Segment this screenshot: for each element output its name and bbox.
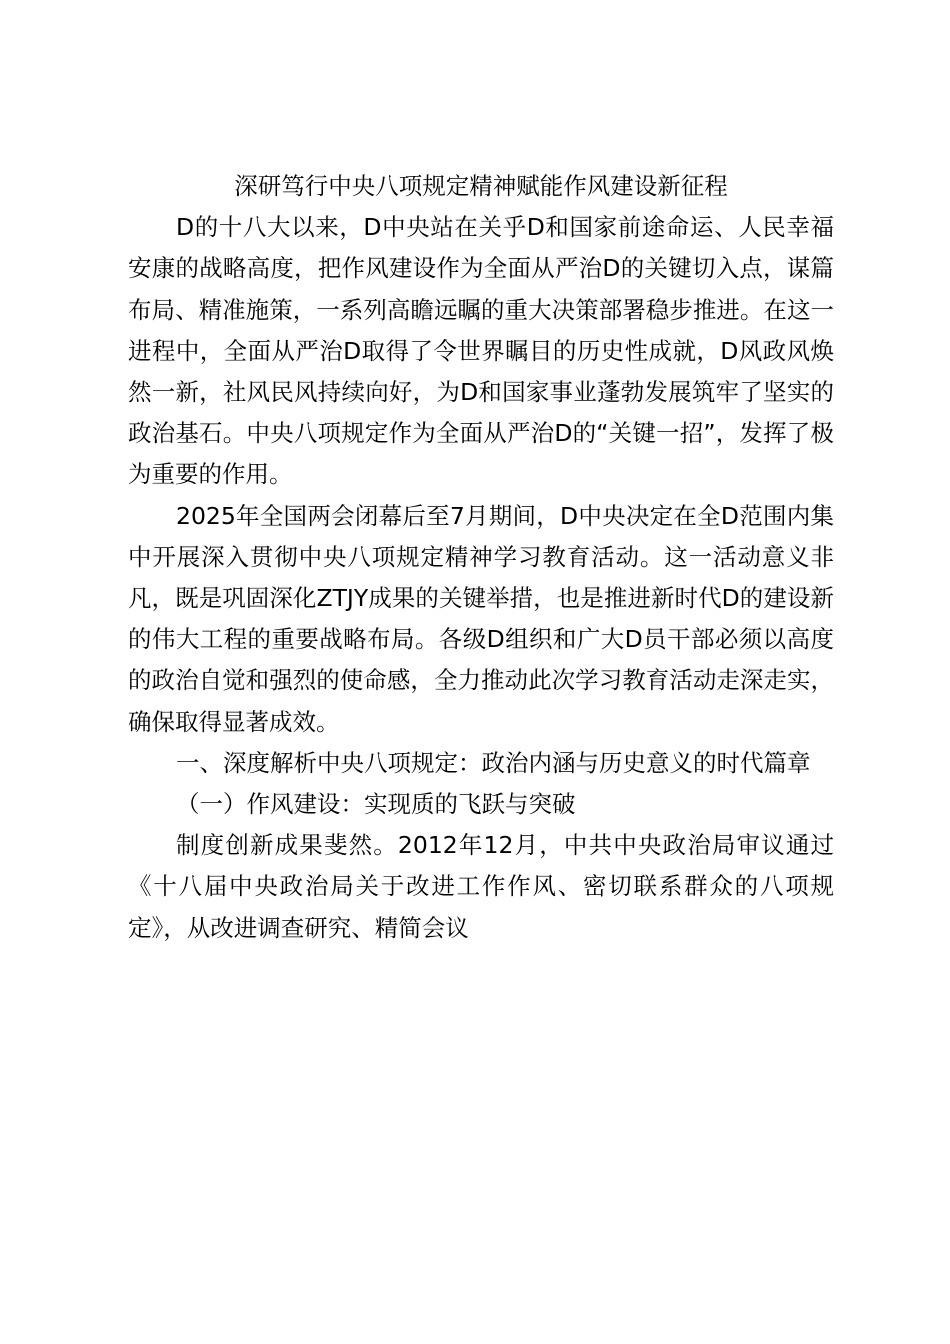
document-page <box>128 166 834 949</box>
subsection-heading-1-1: （一）作风建设：实现质的飞跃与突破 <box>176 790 576 819</box>
document-title: 深研笃行中央八项规定精神赋能作风建设新征程 <box>234 172 728 200</box>
body-paragraph-campaign: 2025年全国两会闭幕后至7月期间，D中央决定在全D范围内集中开展深入贯彻中央八项规定精神学习教育活动。这一活动意义非凡，既是巩固深化ZTJY成果的关键举措，也是推进新时代D的建设新的伟大工程的重要战略布局。各级D组织和广大D员干部必须以高度的政治自觉和强烈的使命感，全力推动此次学习教育活动走深走实，确保取得显著成效。 <box>128 501 834 736</box>
body-paragraph-intro: D的十八大以来，D中央站在关乎D和国家前途命运、人民幸福安康的战略高度，把作风建设作为全面从严治D的关键切入点，谋篇布局、精准施策，一系列高瞻远瞩的重大决策部署稳步推进。在这一进程中，全面从严治D取得了令世界瞩目的历史性成就，D风政风焕然一新，社风民风持续向好，为D和国家事业蓬勃发展筑牢了坚实的政治基石。中央八项规定作为全面从严治D的“关键一招”，发挥了极为重要的作用。 <box>128 213 834 489</box>
body-paragraph-institution: 制度创新成果斐然。2012年12月，中共中央政治局审议通过《十八届中央政治局关于改进工作作风、密切联系群众的八项规定》，从改进调查研究、精简会议 <box>128 831 834 942</box>
section-heading-1: 一、深度解析中央八项规定：政治内涵与历史意义的时代篇章 <box>176 748 811 777</box>
